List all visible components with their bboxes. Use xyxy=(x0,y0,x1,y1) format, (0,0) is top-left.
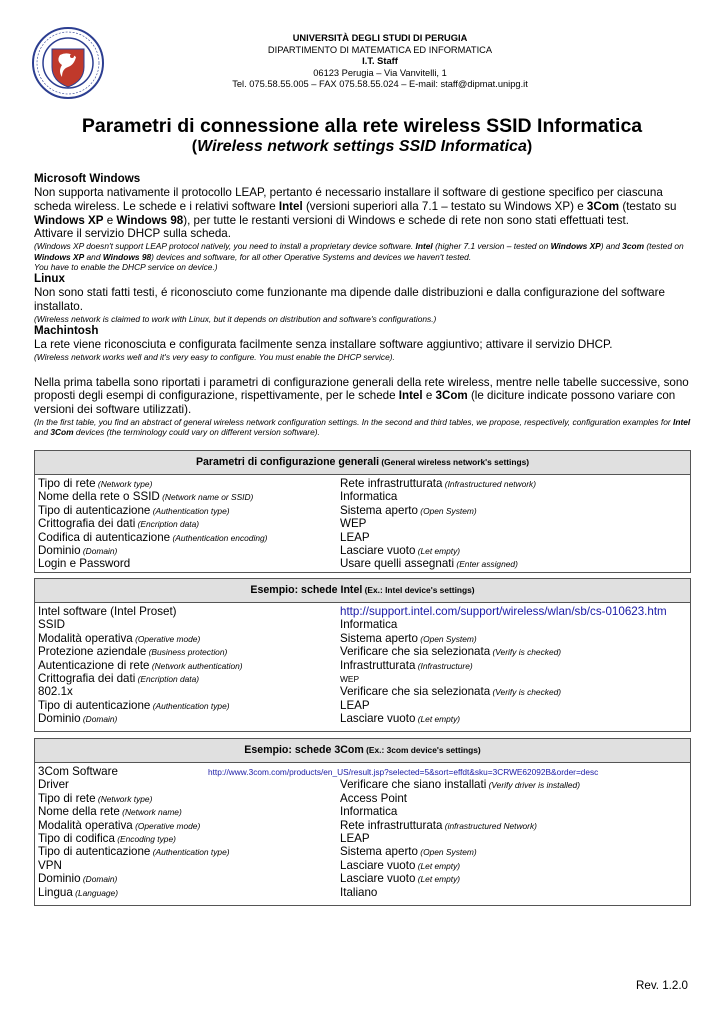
contacts: Tel. 075.58.55.005 – FAX 075.58.55.024 – E-mail: staff@dipmat.unipg.it xyxy=(232,79,528,90)
row-value: Informatica xyxy=(340,490,398,504)
table-row xyxy=(38,477,690,490)
row-value: Rete infrastrutturata (infrastructured Network) xyxy=(340,818,537,832)
document-subtitle: (Wireless network settings SSID Informatica) xyxy=(191,138,533,155)
revision-label: Rev. 1.2.0 xyxy=(636,979,688,992)
row-label: Driver xyxy=(38,778,69,792)
university-seal-icon xyxy=(32,27,104,99)
row-value: Access Point xyxy=(340,791,408,805)
table-row xyxy=(38,517,690,530)
address: 06123 Perugia – Via Vanvitelli, 1 xyxy=(313,67,447,78)
row-value: Informatica xyxy=(340,805,398,819)
row-label: Intel software (Intel Proset) xyxy=(38,605,177,618)
driver-link[interactable]: http://www.3com.com/products/en_US/result.jsp?selected=5&sort=effdt&sku=3CRWE62092B&order=desc xyxy=(208,767,599,777)
row-label: Tipo di autenticazione (Authentication type) xyxy=(38,845,230,859)
row-value: Lasciare vuoto (Let empty) xyxy=(340,858,461,872)
table-row xyxy=(38,859,690,872)
table-row xyxy=(38,765,690,778)
table-row xyxy=(38,685,690,698)
table-header: Parametri di configurazione generali (General wireless network's settings) xyxy=(35,451,690,475)
table-row xyxy=(38,778,690,791)
row-value: Italiano xyxy=(340,885,378,899)
row-value: Informatica xyxy=(340,618,398,632)
section-heading-mac: Machintosh xyxy=(34,324,99,338)
row-label: Modalità operativa (Operative mode) xyxy=(38,818,201,832)
table-3com-settings xyxy=(34,738,691,906)
table-row xyxy=(38,792,690,805)
linux-text: Non sono stati fatti testi, é riconosciuto come funzionante ma dipende dalle distribuzioni e dalla configurazione del software installato. xyxy=(34,286,665,314)
row-value: Infrastrutturata (Infrastructure) xyxy=(340,658,473,672)
table-row xyxy=(38,490,690,503)
row-value: WEP xyxy=(340,517,367,531)
table-row xyxy=(38,886,690,899)
department-name: DIPARTIMENTO DI MATEMATICA ED INFORMATICA xyxy=(267,44,493,55)
table-header: Esempio: schede 3Com (Ex.: 3com device's settings) xyxy=(35,739,690,763)
row-label: 802.1x xyxy=(38,685,73,699)
table-row xyxy=(38,618,690,631)
row-label: Tipo di rete (Network type) xyxy=(38,791,153,805)
windows-text: Non supporta nativamente il protocollo LEAP, pertanto é necessario installare il software di gestione specifico per ciascuna scheda wireless. Le schede e i relativi software Intel (versioni superiori alla 7.1 – testato su Windows XP) e 3Com (testato su Windows XP e Windows 98), per tutte le restanti versioni di Windows e schede di rete non sono stati effettuati test. Attivare il servizio DHCP sulla scheda. xyxy=(34,186,677,241)
intro-text: Nella prima tabella sono riportati i parametri di configurazione generali della rete wireless, mentre nelle tabelle successive, sono proposti degli esempi di configurazione, rispettivamente, per le schede Intel e 3Com (le diciture indicate possono variare con versioni dei software utilizzati). xyxy=(34,375,689,417)
row-value: Sistema aperto (Open System) xyxy=(340,631,477,645)
row-label: Crittografia dei dati (Encription data) xyxy=(38,671,200,685)
row-label: Tipo di codifica (Encoding type) xyxy=(38,831,176,845)
row-value: LEAP xyxy=(340,530,370,544)
row-value: Sistema aperto (Open System) xyxy=(340,845,477,859)
row-label: Nome della rete o SSID (Network name or SSID) xyxy=(38,490,254,504)
row-value: Verificare che siano installati (Verify driver is installed) xyxy=(340,778,580,792)
table-general-settings xyxy=(34,450,691,573)
row-value: Verificare che sia selezionata (Verify is checked) xyxy=(340,685,562,699)
letterhead xyxy=(130,33,630,91)
linux-text-en: (Wireless network is claimed to work with Linux, but it depends on distribution and software's configurations.) xyxy=(34,314,437,324)
staff-name: I.T. Staff xyxy=(362,56,398,67)
row-value: Usare quelli assegnati (Enter assigned) xyxy=(340,557,518,571)
row-value: Lasciare vuoto (Let empty) xyxy=(340,712,461,726)
row-value: WEP xyxy=(340,673,360,684)
table-row xyxy=(38,632,690,645)
row-label: Lingua (Language) xyxy=(38,885,118,899)
document-title: Parametri di connessione alla rete wireless SSID Informatica xyxy=(81,115,643,137)
row-label: Tipo di rete (Network type) xyxy=(38,477,153,490)
windows-text-en: (Windows XP doesn't support LEAP protocol natively, you need to install a proprietary device software. Intel (higher 7.1 version – tested on Windows XP) and 3com (tested on Windows XP and Windows 98) devices and software, for all other Operative Systems and devices we haven't tested. You have to enable the DHCP service on device.) xyxy=(34,241,684,272)
row-label: Dominio (Domain) xyxy=(38,872,118,886)
table-row xyxy=(38,605,690,618)
row-label: SSID xyxy=(38,618,66,632)
row-value: Verificare che sia selezionata (Verify is checked) xyxy=(340,645,562,659)
table-row xyxy=(38,557,690,570)
table-row xyxy=(38,544,690,557)
row-label: Protezione aziendale (Business protection) xyxy=(38,645,228,659)
table-row xyxy=(38,672,690,685)
row-value: Lasciare vuoto (Let empty) xyxy=(340,872,461,886)
row-label: 3Com Software xyxy=(38,765,118,778)
row-value: Rete infrastrutturata (Infrastructured network) xyxy=(340,477,537,490)
university-name: UNIVERSITÀ DEGLI STUDI DI PERUGIA xyxy=(292,33,468,43)
row-label: VPN xyxy=(38,858,62,872)
table-row xyxy=(38,712,690,725)
intro-text-en: (In the first table, you find an abstract of general wireless network configuration settings. In the second and third tables, we propose, respectively, configuration examples for Intel and 3Com devices (the terminology could vary on different version software). xyxy=(34,417,691,438)
section-heading-linux: Linux xyxy=(34,272,65,286)
row-value: LEAP xyxy=(340,831,370,845)
row-label: Login e Password xyxy=(38,557,131,571)
table-row xyxy=(38,845,690,858)
document-body xyxy=(34,172,694,438)
row-label: Tipo di autenticazione (Authentication type) xyxy=(38,698,230,712)
table-intel-settings xyxy=(34,578,691,732)
table-row xyxy=(38,699,690,712)
table-row xyxy=(38,872,690,885)
table-header: Esempio: schede Intel (Ex.: Intel device's settings) xyxy=(35,579,690,603)
row-label: Crittografia dei dati (Encription data) xyxy=(38,517,200,531)
table-row xyxy=(38,504,690,517)
mac-text-en: (Wireless network works well and it's very easy to configure. You must enable the DHCP service). xyxy=(34,352,395,363)
row-label: Tipo di autenticazione (Authentication type) xyxy=(38,503,230,517)
subtitle-text: Wireless network settings SSID Informatica xyxy=(197,138,527,155)
table-row xyxy=(38,531,690,544)
row-label: Dominio (Domain) xyxy=(38,712,118,726)
row-label: Dominio (Domain) xyxy=(38,543,118,557)
row-value: Lasciare vuoto (Let empty) xyxy=(340,543,461,557)
section-heading-windows: Microsoft Windows xyxy=(34,172,141,185)
table-row xyxy=(38,645,690,658)
row-label: Modalità operativa (Operative mode) xyxy=(38,631,201,645)
row-label: Nome della rete (Network name) xyxy=(38,805,182,819)
row-value: LEAP xyxy=(340,698,370,712)
driver-link[interactable]: http://support.intel.com/support/wireless/wlan/sb/cs-010623.htm xyxy=(340,605,667,618)
row-value: Sistema aperto (Open System) xyxy=(340,503,477,517)
row-label: Autenticazione di rete (Network authentication) xyxy=(38,658,243,672)
table-row xyxy=(38,832,690,845)
table-row xyxy=(38,819,690,832)
mac-text: La rete viene riconosciuta e configurata facilmente senza installare software aggiuntivo; attivare il servizio DHCP. xyxy=(34,338,613,352)
table-row xyxy=(38,659,690,672)
table-row xyxy=(38,805,690,818)
row-label: Codifica di autenticazione (Authentication encoding) xyxy=(38,530,268,544)
